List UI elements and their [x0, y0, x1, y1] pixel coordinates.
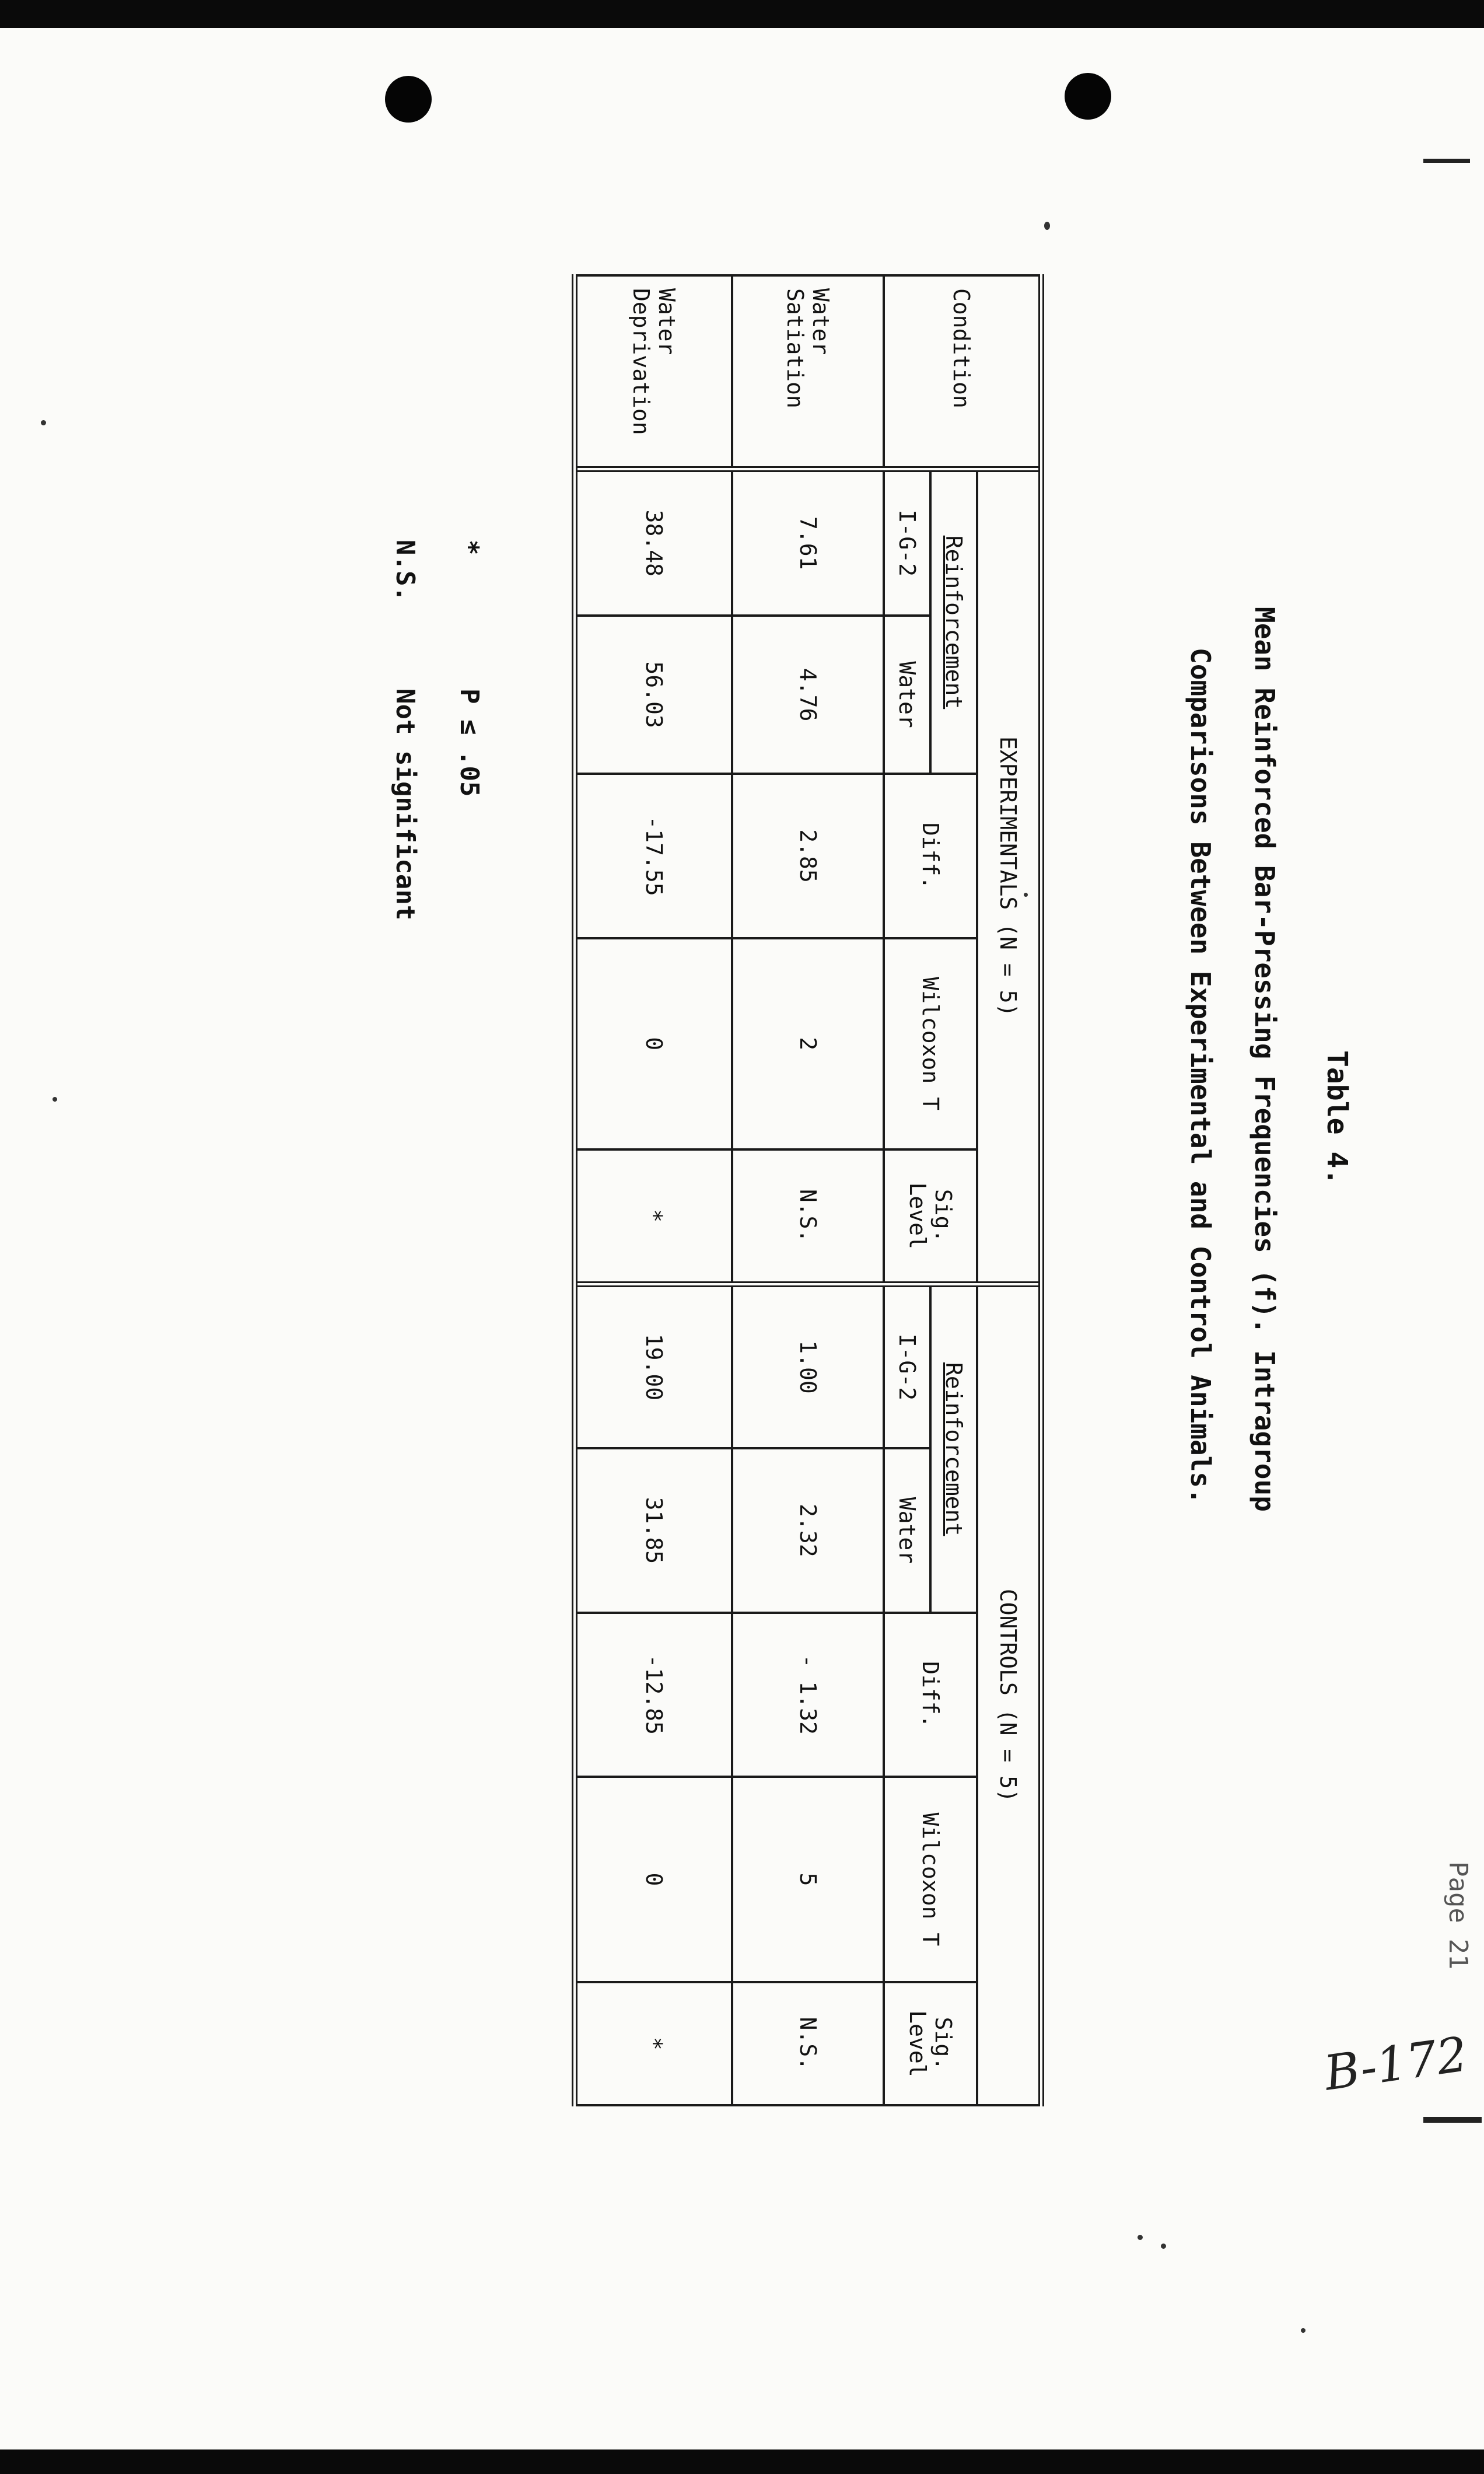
ctl-wilcoxon-header: Wilcoxon T [884, 1777, 977, 1982]
exp-sig-value: * [575, 1149, 732, 1284]
ctl-diff-header: Diff. [884, 1613, 977, 1777]
exp-water-value: 56.03 [575, 616, 732, 774]
ctl-reinforcement-header: Reinforcement [930, 1284, 977, 1613]
ctl-igo2-value: 1.00 [732, 1284, 884, 1448]
footnote-symbol-ns: N.S. [390, 540, 420, 602]
ctl-diff-value: - 1.32 [732, 1613, 884, 1777]
controls-group-header: CONTROLS (N = 5) [977, 1284, 1041, 2105]
footnote-text-not-significant: Not significant [390, 689, 420, 921]
page-number-label: Page 21 [1443, 1861, 1473, 1970]
table-title-line-1: Mean Reinforced Bar-Pressing Frequencies (f). Intragroup [1249, 607, 1280, 1512]
scan-speck [41, 420, 46, 425]
exp-wilcoxon-value: 2 [732, 938, 884, 1149]
exp-wilcoxon-header: Wilcoxon T [884, 938, 977, 1149]
ctl-igo2-value: 19.00 [575, 1284, 732, 1448]
ctl-sig-value: * [575, 1982, 732, 2105]
exp-diff-value: 2.85 [732, 774, 884, 938]
ctl-water-value: 31.85 [575, 1448, 732, 1612]
row-condition: Water Satiation [732, 275, 884, 469]
exp-sig-header: Sig. Level [884, 1149, 977, 1284]
ctl-diff-value: -12.85 [575, 1613, 732, 1777]
scan-speck [1161, 2244, 1166, 2249]
margin-rule-mark [1423, 159, 1470, 163]
condition-header: Condition [884, 275, 1041, 469]
margin-rule-mark [1423, 2117, 1482, 2123]
exp-igo2-header: I-G-2 [884, 469, 930, 616]
ctl-igo2-header: I-G-2 [884, 1284, 930, 1448]
footnote-symbol-asterisk: * [454, 540, 484, 555]
ctl-wilcoxon-value: 5 [732, 1777, 884, 1982]
table-row-water-satiation [732, 275, 884, 2105]
mean-frequencies-table [572, 274, 1044, 2106]
scan-bottom-edge [0, 2449, 1484, 2474]
exp-wilcoxon-value: 0 [575, 938, 732, 1149]
scan-speck [1301, 2328, 1306, 2333]
ctl-sig-header: Sig. Level [884, 1982, 977, 2105]
exp-reinforcement-header: Reinforcement [930, 469, 977, 774]
handwritten-document-code: B-172 [1321, 2026, 1471, 2102]
exp-igo2-value: 7.61 [732, 469, 884, 616]
table-title-line-2: Comparisons Between Experimental and Control Animals. [1185, 648, 1216, 1504]
ctl-water-value: 2.32 [732, 1448, 884, 1612]
experimentals-group-header: EXPERIMENTALS (N = 5) [977, 469, 1041, 1284]
punch-hole-right [1065, 73, 1111, 120]
exp-water-value: 4.76 [732, 616, 884, 774]
exp-igo2-value: 38.48 [575, 469, 732, 616]
exp-water-header: Water [884, 616, 930, 774]
ctl-sig-value: N.S. [732, 1982, 884, 2105]
exp-diff-value: -17.55 [575, 774, 732, 938]
table-row-water-deprivation [575, 275, 732, 2105]
ctl-wilcoxon-value: 0 [575, 1777, 732, 1982]
row-condition: Water Deprivation [575, 275, 732, 469]
scan-speck [52, 1097, 57, 1102]
scan-top-edge [0, 0, 1484, 28]
table-number: Table 4. [1321, 1050, 1353, 1186]
data-table-rotated [578, 274, 1044, 2106]
scan-speck [1138, 2235, 1143, 2240]
footnote-text-p-value: P ≤ .05 [454, 689, 484, 797]
ctl-water-header: Water [884, 1448, 930, 1612]
punch-hole-left [385, 76, 432, 123]
exp-sig-value: N.S. [732, 1149, 884, 1284]
scan-speck [1044, 222, 1050, 230]
exp-diff-header: Diff. [884, 774, 977, 938]
